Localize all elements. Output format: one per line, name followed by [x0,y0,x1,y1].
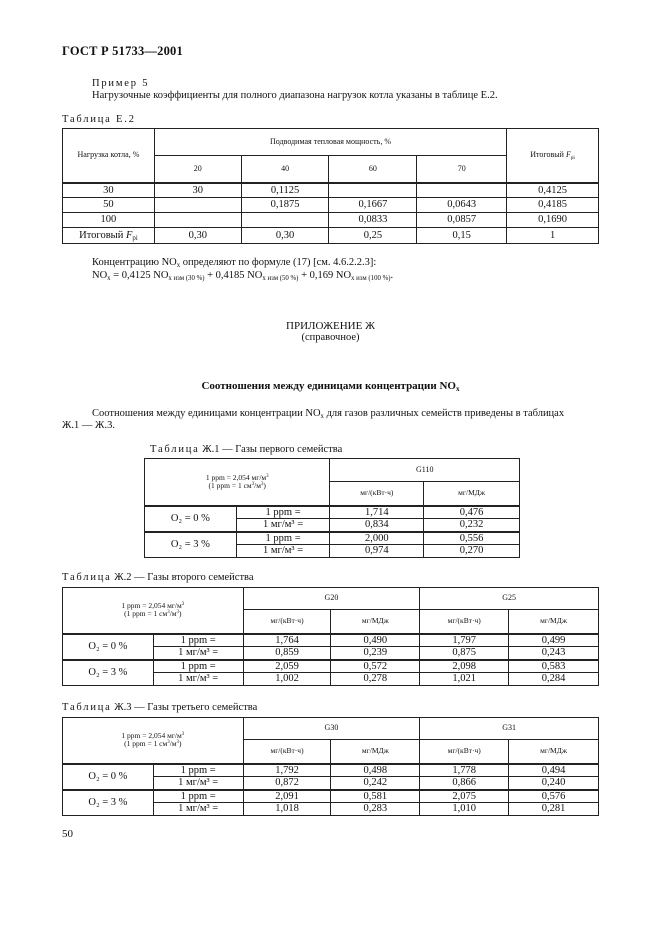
value-cell: 0,494 [509,764,599,777]
col-header-load: Нагрузка котла, % [63,129,155,183]
unit-header: мг/(кВт·ч) [243,610,331,634]
table-e2 [62,128,599,244]
value-cell: 1,764 [243,634,331,647]
gas-header: G110 [330,459,520,482]
gas-header: G25 [420,588,599,610]
value-cell [154,198,241,213]
value-cell: 0,581 [331,790,420,803]
value-cell: 0,1667 [329,198,417,213]
value-cell [241,213,329,228]
value-cell: 1,018 [243,803,331,816]
col-header-power: Подводимая тепловая мощность, % [154,129,506,156]
document-header: ГОСТ Р 51733—2001 [62,44,183,58]
table-zh1 [144,458,520,558]
unit-header: мг/МДж [509,740,599,764]
value-cell: 0,0833 [329,213,417,228]
value-cell: 0,583 [509,660,599,673]
value-cell: 0,239 [331,647,420,660]
value-cell: 0,834 [330,519,424,532]
o2-label: O₂ = 0 % [145,506,237,532]
value-cell: 30 [154,183,241,198]
value-cell: 0,278 [331,673,420,686]
value-cell: 0,1875 [241,198,329,213]
value-cell: 0,974 [330,545,424,558]
unit-row-label: 1 ppm = [153,634,243,647]
value-cell: 0,283 [331,803,420,816]
value-cell: 2,098 [420,660,509,673]
value-cell: 1,002 [243,673,331,686]
example-title: Пример 5 [92,78,150,89]
unit-row-label: 1 ppm = [236,532,330,545]
value-cell: 0,281 [509,803,599,816]
o2-label: O₂ = 3 % [145,532,237,558]
unit-row-label: 1 ppm = [153,790,243,803]
appendix-intro: Соотношения между единицами концентрации $NO_x$ для газов различных семейств приведены в таблицах [92,408,565,420]
value-cell: 0,25 [329,228,417,244]
value-cell: 0,576 [509,790,599,803]
unit-conversion-header: 1 ppm = 2,054 $мг/м^3$ (1 ppm = 1 $см^3/м^3$) [63,588,244,634]
value-cell: 0,270 [424,545,520,558]
value-cell: 0,242 [331,777,420,790]
load-cell: 50 [63,198,155,213]
value-cell: 0,30 [241,228,329,244]
value-cell: 0,499 [509,634,599,647]
value-cell: 0,476 [424,506,520,519]
value-cell: 0,859 [243,647,331,660]
unit-conversion-header: 1 ppm = 2,054 $мг/м^3$ (1 ppm = 1 $см^3/м^3$) [145,459,330,506]
value-cell: 2,075 [420,790,509,803]
unit-conversion-header: 1 ppm = 2,054 $мг/м^3$ (1 ppm = 1 $см^3/м^3$) [63,718,244,764]
unit-header: мг/МДж [509,610,599,634]
value-cell: 0,284 [509,673,599,686]
power-level: 60 [329,156,417,183]
value-cell [154,213,241,228]
unit-header: мг/(кВт·ч) [243,740,331,764]
unit-header: мг/МДж [424,482,520,506]
appendix-title: ПРИЛОЖЕНИЕ Ж [286,320,375,332]
table-row [63,213,599,228]
gas-header: G31 [420,718,599,740]
table-e2-caption: Таблица Е.2 [62,114,136,125]
total-cell: 0,1690 [507,213,599,228]
page-number: 50 [62,828,73,840]
value-cell [417,183,507,198]
unit-row-label: 1 мг/м³ = [153,673,243,686]
total-cell: 1 [507,228,599,244]
unit-row-label: 1 мг/м³ = [153,647,243,660]
value-cell: 0,1125 [241,183,329,198]
unit-row-label: 1 мг/м³ = [153,803,243,816]
table-row [63,183,599,198]
value-cell: 0,866 [420,777,509,790]
table-row [63,198,599,213]
table-zh1-caption: Таблица Ж.1 — Газы первого семейства [150,444,343,455]
value-cell: 0,0643 [417,198,507,213]
value-cell: 0,872 [243,777,331,790]
value-cell: 0,875 [420,647,509,660]
appendix-intro-line2: Ж.1 — Ж.3. [62,420,115,431]
example-text: Нагрузочные коэффициенты для полного диапазона нагрузок котла указаны в таблице Е.2. [92,90,498,101]
appendix-subtitle: (справочное) [301,332,360,343]
value-cell: 1,778 [420,764,509,777]
unit-row-label: 1 мг/м³ = [236,545,330,558]
value-cell: 0,0857 [417,213,507,228]
appendix-heading: Соотношения между единицами концентрации $NO_x$ [201,380,460,393]
total-cell: 0,4125 [507,183,599,198]
table-zh3 [62,717,599,816]
value-cell: 0,15 [417,228,507,244]
value-cell: 0,498 [331,764,420,777]
value-cell: 0,556 [424,532,520,545]
value-cell: 1,714 [330,506,424,519]
concentration-text: Концентрацию $NO_x$ определяют по формуле (17) [см. 4.6.2.2.3]: [92,257,377,269]
unit-row-label: 1 ppm = [153,660,243,673]
value-cell: 1,792 [243,764,331,777]
value-cell: 2,059 [243,660,331,673]
power-level: 70 [417,156,507,183]
load-cell: 30 [63,183,155,198]
unit-row-label: 1 мг/м³ = [236,519,330,532]
value-cell: 0,30 [154,228,241,244]
unit-header: мг/(кВт·ч) [330,482,424,506]
summary-label: Итоговый $F_{pi}$ [63,228,155,244]
unit-header: мг/МДж [331,740,420,764]
power-level: 20 [154,156,241,183]
concentration-formula: $NO_x = 0,4125$ $NO_{x изм (30 \%)} + 0,4185$ $NO_{x изм (50 \%)} + 0,169$ $NO_{x изм (100 \%)}$. [92,270,394,282]
gas-header: G20 [243,588,420,610]
total-cell: 0,4185 [507,198,599,213]
value-cell: 2,000 [330,532,424,545]
value-cell: 1,797 [420,634,509,647]
value-cell: 0,572 [331,660,420,673]
unit-row-label: 1 мг/м³ = [153,777,243,790]
table-zh2 [62,587,599,686]
value-cell: 0,240 [509,777,599,790]
value-cell: 2,091 [243,790,331,803]
power-level: 40 [241,156,329,183]
unit-row-label: 1 ppm = [153,764,243,777]
unit-header: мг/МДж [331,610,420,634]
load-cell: 100 [63,213,155,228]
value-cell: 0,243 [509,647,599,660]
value-cell: 1,021 [420,673,509,686]
unit-header: мг/(кВт·ч) [420,740,509,764]
o2-label: O₂ = 3 % [63,660,154,686]
o2-label: O₂ = 0 % [63,764,154,790]
value-cell: 0,232 [424,519,520,532]
o2-label: O₂ = 3 % [63,790,154,816]
summary-row [63,228,599,244]
col-header-total: Итоговый $F_{pi}$ [507,129,599,183]
value-cell: 0,490 [331,634,420,647]
table-zh3-caption: Таблица Ж.3 — Газы третьего семейства [62,702,258,713]
table-zh2-caption: Таблица Ж.2 — Газы второго семейства [62,572,254,583]
o2-label: O₂ = 0 % [63,634,154,660]
unit-header: мг/(кВт·ч) [420,610,509,634]
value-cell: 1,010 [420,803,509,816]
unit-row-label: 1 ppm = [236,506,330,519]
gas-header: G30 [243,718,420,740]
value-cell [329,183,417,198]
